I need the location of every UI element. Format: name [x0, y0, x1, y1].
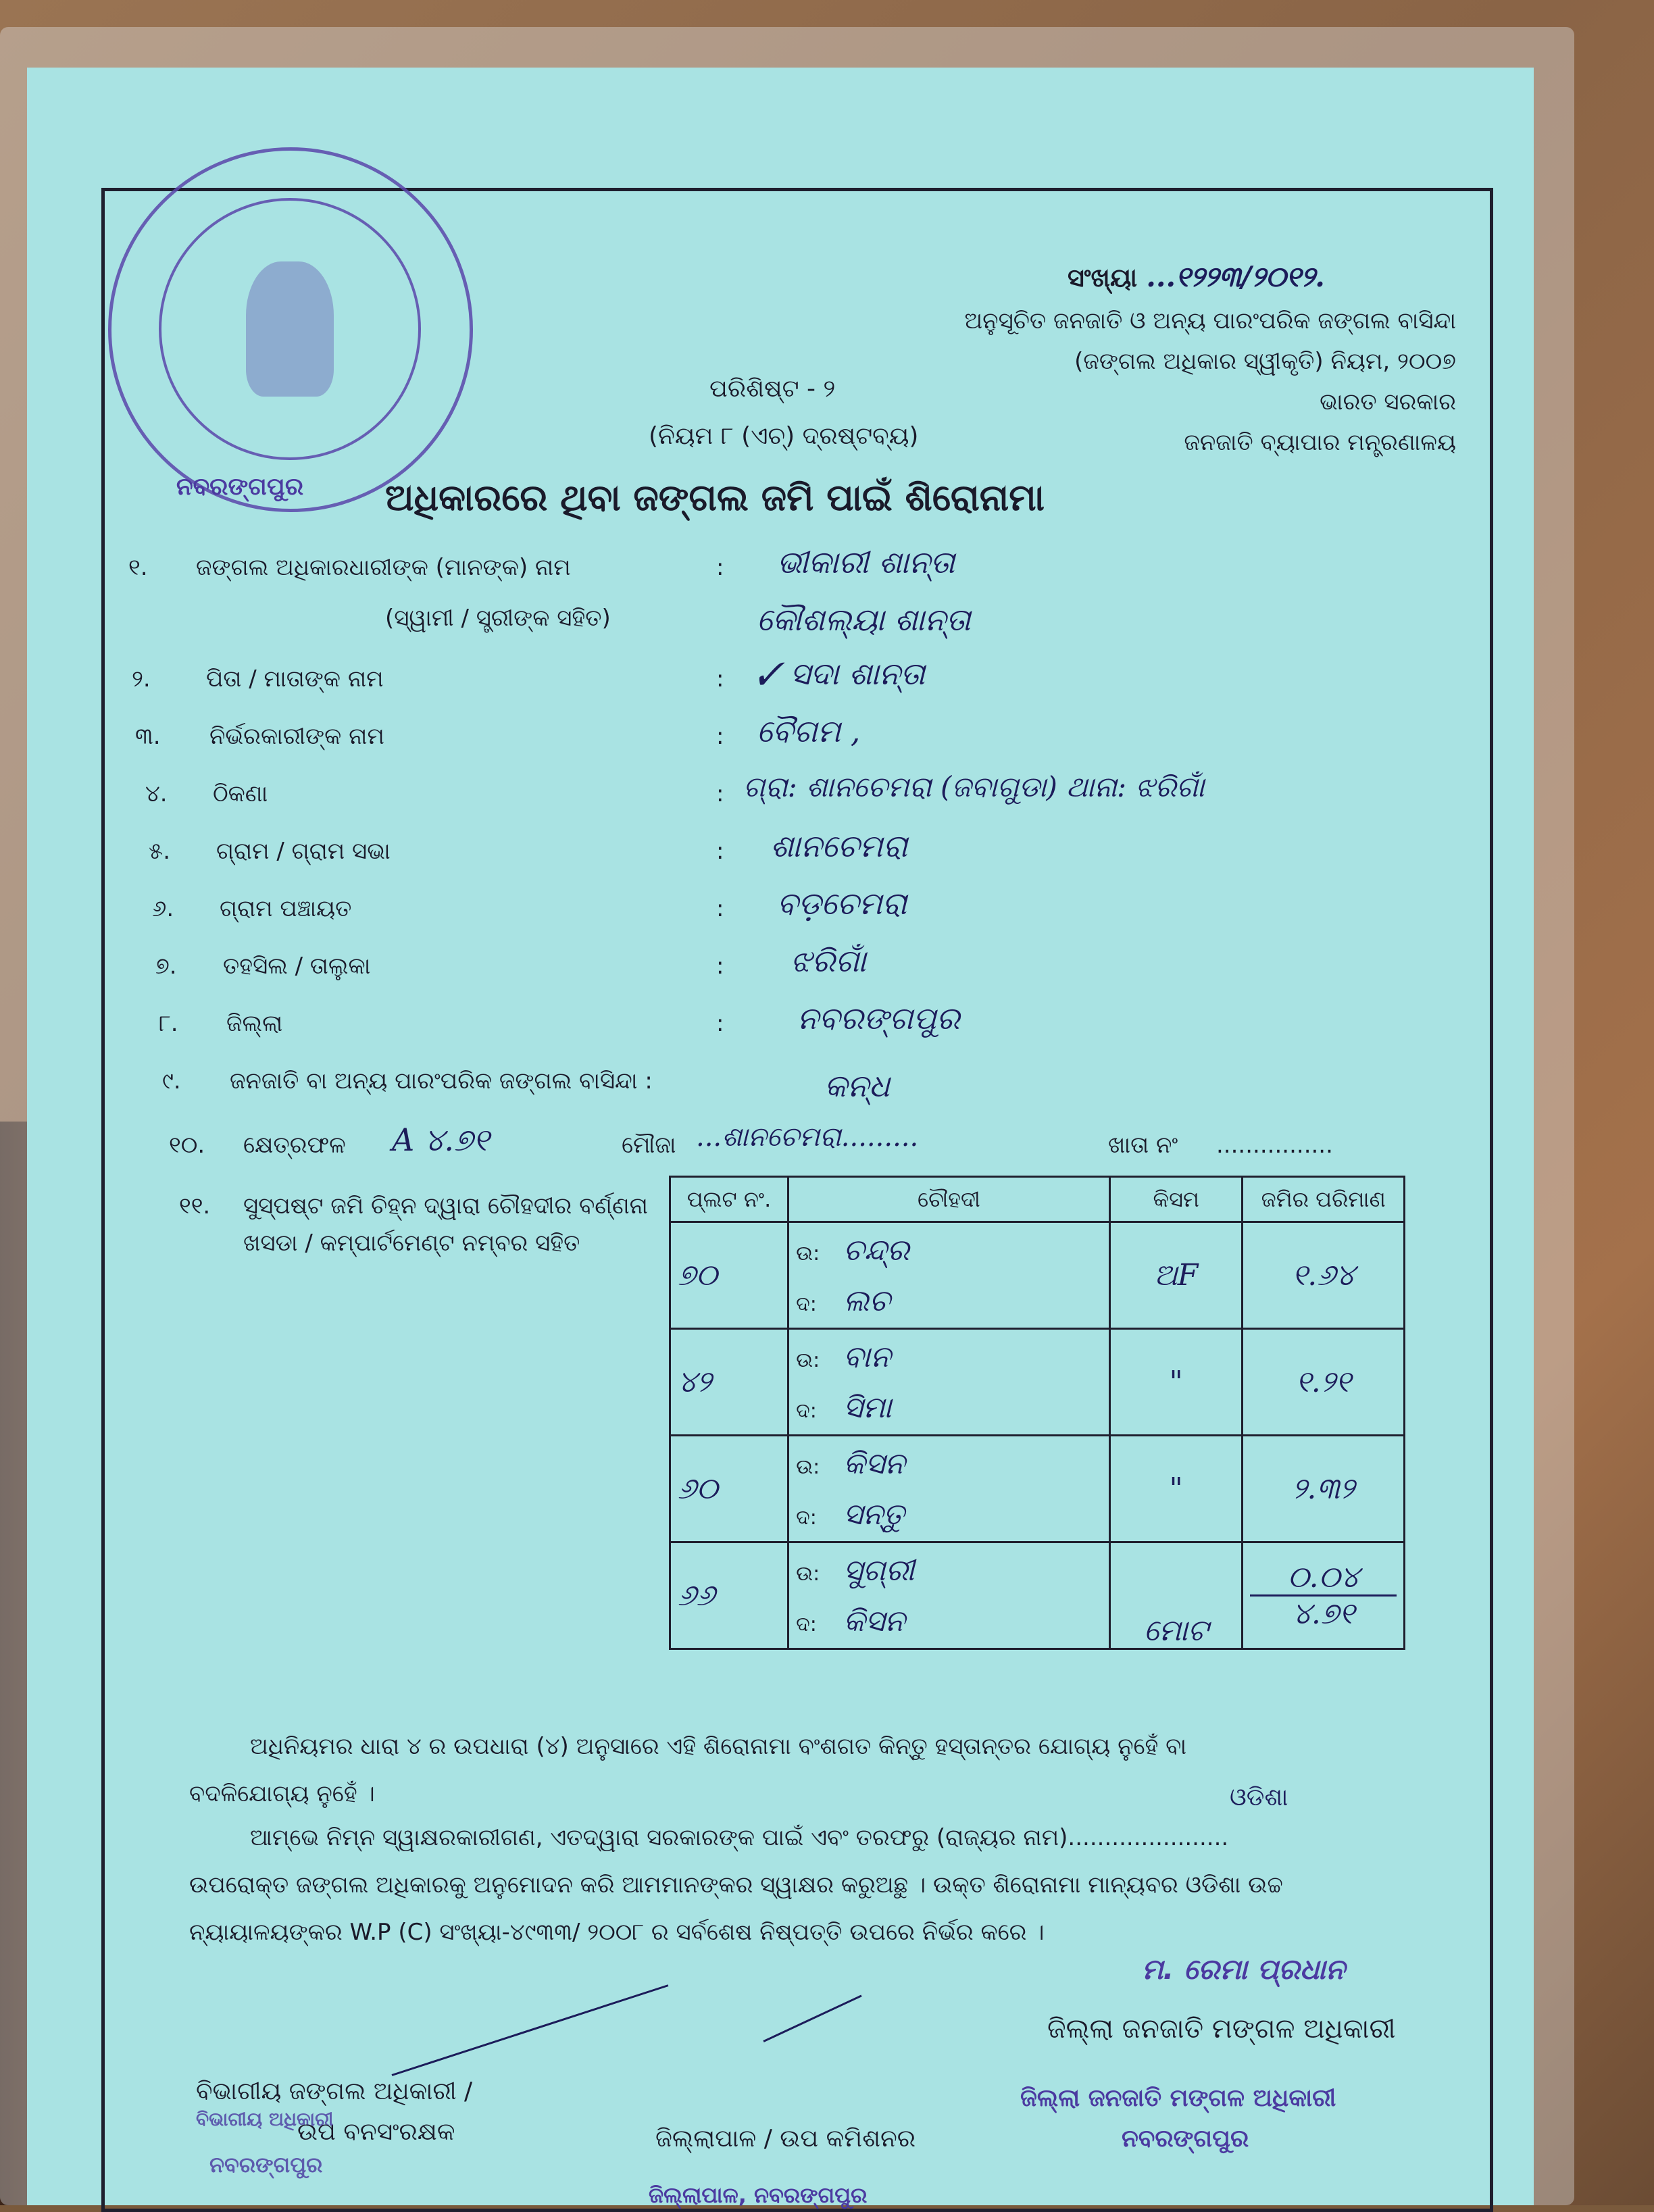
state-name: ଓଡିଶା — [1230, 1784, 1288, 1811]
field-7-number: ୭. — [155, 953, 177, 980]
table-row — [670, 1542, 1405, 1649]
field-9-number: ୯. — [162, 1067, 181, 1095]
kisam-value: ଅF — [1109, 1222, 1243, 1329]
boundary-label: ସୁସ୍ପଷ୍ଟ ଜମି ଚିହ୍ନ ଦ୍ୱାରା ଚୌହଦୀର ବର୍ଣ୍ଣନା — [243, 1192, 649, 1220]
act-line-4: ଜନଜାତି ବ୍ୟାପାର ମନ୍ତ୍ରଣାଳୟ — [1184, 429, 1456, 456]
statement-2: ଆମ୍ଭେ ନିମ୍ନ ସ୍ୱାକ୍ଷରକାରୀଗଣ, ଏତଦ୍ୱାରା ସରକାରଙ୍କ ପାଇଁ ଏବଂ ତରଫରୁ (ରାଜ୍ୟର ନାମ)...................... — [250, 1824, 1229, 1851]
right-signatory-title: ଜିଲ୍ଲା ଜନଜାତି ମଙ୍ଗଳ ଅଧିକାରୀ — [1047, 2013, 1396, 2044]
field-3-label: ନିର୍ଭରକାରୀଙ୍କ ନାମ — [209, 723, 384, 750]
field-5-number: ୫. — [149, 838, 171, 865]
right-handwritten-name: ମ. ରେମା ପ୍ରଧାନ — [1142, 1953, 1345, 1986]
boundary-cell — [788, 1542, 1110, 1649]
field-6-number: ୬. — [152, 895, 174, 922]
south-label: ଦ: — [796, 1505, 817, 1530]
total-area-value: ୪.୭୧ — [1292, 1597, 1355, 1631]
south-value: ସନ୍ତୁ — [843, 1497, 905, 1532]
field-8-label: ଜିଲ୍ଲା — [226, 1010, 283, 1037]
field-10-number: ୧୦. — [169, 1132, 205, 1159]
annexure-label: ପରିଶିଷ୍ଟ - ୨ — [709, 375, 836, 403]
official-seal — [108, 147, 473, 512]
statement-1: ଅଧିନିୟମର ଧାରା ୪ ର ଉପଧାରା (୪) ଅନୁସାରେ ଏହି ଶିରୋନାମା ବଂଶଗତ କିନ୍ତୁ ହସ୍ତାନ୍ତର ଯୋଗ୍ୟ ନୁହେଁ ବା — [250, 1733, 1187, 1760]
left-stamp: ବିଭାଗୀୟ ଅଧିକାରୀ — [196, 2108, 334, 2130]
land-area-value: ୦.୦୪ — [1250, 1560, 1397, 1597]
field-7-value: ଝରିଗାଁ — [791, 942, 866, 979]
field-5-label: ଗ୍ରାମ / ଗ୍ରାମ ସଭା — [216, 838, 391, 865]
kisam-value: " — [1109, 1329, 1243, 1436]
field-7-label: ତହସିଲ / ତାଲୁକା — [223, 953, 371, 980]
statement-2b: ଉପରୋକ୍ତ ଜଙ୍ଗଲ ଅଧିକାରକୁ ଅନୁମୋଦନ କରି ଆମମାନଙ୍କର ସ୍ୱାକ୍ଷର କରୁଅଛୁ । ଉକ୍ତ ଶିରୋନାମା ମାନ୍ୟବର ଓଡିଶା ଉଚ୍ଚ — [189, 1871, 1283, 1899]
statement-2c: ନ୍ୟାୟାଳୟଙ୍କର W.P (C) ସଂଖ୍ୟା-୪୯୩୩/ ୨୦୦୮ ର ସର୍ବଶେଷ ନିଷ୍ପତ୍ତି ଉପରେ ନିର୍ଭର କରେ । — [189, 1919, 1045, 1946]
seal-inner-ring — [159, 198, 421, 460]
act-line-2: (ଜଙ୍ଗଲ ଅଧିକାର ସ୍ୱୀକୃତି) ନିୟମ, ୨୦୦୭ — [1074, 348, 1456, 375]
north-label: ଉ: — [796, 1455, 820, 1479]
field-6-label: ଗ୍ରାମ ପଞ୍ଚାୟତ — [220, 895, 352, 922]
land-area-value: ୧.୨୧ — [1243, 1329, 1405, 1436]
north-label: ଉ: — [796, 1241, 820, 1265]
plot-number: ୭୦ — [670, 1222, 788, 1329]
north-value: ବାନ — [843, 1339, 891, 1374]
field-1-number: ୧. — [128, 554, 148, 581]
field-6-value: ବଡ଼ଚେମରା — [777, 885, 907, 922]
field-3-value: ବୈଗମ , — [757, 713, 861, 749]
field-4-value: ଗ୍ରା: ଶାନଚେମରା (ଜବାଗୁଡା) ଥାନା: ଝରିଗାଁ — [743, 770, 1205, 803]
field-7-colon: : — [716, 953, 724, 980]
plot-number: ୬୦ — [670, 1436, 788, 1542]
field-6-colon: : — [716, 895, 724, 922]
field-8-number: ୮. — [159, 1010, 178, 1037]
page-title: ଅଧିକାରରେ ଥିବା ଜଙ୍ଗଲ ଜମି ପାଇଁ ଶିରୋନାମା — [385, 476, 1045, 519]
field-5-value: ଶାନଚେମରା — [770, 828, 908, 864]
field-3-colon: : — [716, 723, 724, 750]
title-certificate — [27, 68, 1534, 2208]
field-2-number: ୨. — [132, 665, 151, 693]
serial-value: ...୧୨୨୩/୨୦୧୨. — [1146, 260, 1325, 293]
plot-table — [669, 1176, 1405, 1650]
field-9-value: କନ୍ଧ — [824, 1067, 890, 1104]
serial-label: ସଂଖ୍ୟା — [1068, 263, 1137, 293]
south-label: ଦ: — [796, 1612, 817, 1636]
field-1-value: ଭୀକାରୀ ଶାନ୍ତା — [777, 544, 955, 580]
center-signatory-title: ଜିଲ୍ଲାପାଳ / ଉପ କମିଶନର — [655, 2125, 916, 2153]
header-boundary: ଚୌହଦୀ — [788, 1177, 1110, 1222]
mouza-label: ମୌଜା — [622, 1132, 676, 1159]
north-value: ସୁଗ୍ରୀ — [843, 1553, 915, 1588]
left-stamp-place: ନବରଙ୍ଗପୁର — [209, 2152, 323, 2178]
field-4-number: ୪. — [145, 780, 168, 807]
north-value: କିସନ — [843, 1446, 905, 1481]
table-row — [670, 1329, 1405, 1436]
area-value: A ୪.୭୧ — [392, 1122, 490, 1158]
field-4-label: ଠିକଣା — [213, 780, 268, 807]
boundary-cell — [788, 1329, 1110, 1436]
field-1-colon: : — [716, 554, 724, 581]
khata-value: ................ — [1216, 1132, 1333, 1159]
header-plot-no: ପ୍ଲଟ ନଂ. — [670, 1177, 788, 1222]
header-kisam: କିସମ — [1109, 1177, 1243, 1222]
plot-table-header — [670, 1177, 1405, 1222]
table-row — [670, 1436, 1405, 1542]
field-8-value: ନବରଙ୍ଗପୁର — [797, 1000, 960, 1036]
plot-number: ୪୨ — [670, 1329, 788, 1436]
field-2-label: ପିତା / ମାତାଙ୍କ ନାମ — [206, 665, 384, 693]
boundary-sublabel: ଖସଡା / କମ୍ପାର୍ଟମେଣ୍ଟ ନମ୍ବର ସହିତ — [243, 1230, 580, 1257]
field-3-number: ୩. — [135, 723, 161, 750]
table-row — [670, 1222, 1405, 1329]
serial-number — [1068, 260, 1325, 294]
act-line-3: ଭାରତ ସରକାର — [1320, 388, 1456, 416]
field-8-colon: : — [716, 1010, 724, 1037]
act-line-1: ଅନୁସୂଚିତ ଜନଜାତି ଓ ଅନ୍ୟ ପାରଂପରିକ ଜଙ୍ଗଲ ବାସିନ୍ଦା — [964, 307, 1456, 334]
land-area-value: ୧.୬୪ — [1243, 1222, 1405, 1329]
field-1-label: ଜଙ୍ଗଲ ଅଧିକାରଧାରୀଙ୍କ (ମାନଙ୍କ) ନାମ — [196, 554, 571, 581]
land-area-cell — [1243, 1542, 1405, 1649]
total-label: ମୋଟ — [1109, 1542, 1243, 1649]
state-emblem-icon — [246, 261, 334, 397]
north-value: ଚନ୍ଦ୍ର — [843, 1232, 909, 1267]
area-label: କ୍ଷେତ୍ରଫଳ — [243, 1132, 346, 1159]
field-1-sublabel: (ସ୍ୱାମୀ / ସ୍ତ୍ରୀଙ୍କ ସହିତ) — [385, 605, 611, 632]
header-land-area: ଜମିର ପରିମାଣ — [1243, 1177, 1405, 1222]
plot-number: ୬୬ — [670, 1542, 788, 1649]
center-stamp: ଜିଲ୍ଲାପାଳ, ନବରଙ୍ଗପୁର — [649, 2182, 868, 2208]
boundary-cell — [788, 1222, 1110, 1329]
kisam-value: " — [1109, 1436, 1243, 1542]
statement-1b: ବଦଳିଯୋଗ୍ୟ ନୁହେଁ । — [189, 1780, 375, 1807]
field-2-colon: : — [716, 665, 724, 693]
south-value: ସିମା — [843, 1390, 892, 1425]
mouza-value: ...ଶାନଚେମରା......... — [696, 1122, 919, 1153]
south-label: ଦ: — [796, 1292, 817, 1316]
north-label: ଉ: — [796, 1561, 820, 1586]
land-area-value: ୨.୩୨ — [1243, 1436, 1405, 1542]
left-signatory-title: ବିଭାଗୀୟ ଜଙ୍ଗଲ ଅଧିକାରୀ / — [196, 2078, 473, 2105]
field-5-colon: : — [716, 838, 724, 865]
rule-reference: (ନିୟମ ୮ (ଏଚ୍) ଦ୍ରଷ୍ଟବ୍ୟ) — [649, 422, 919, 450]
right-stamp-place: ନବରଙ୍ଗପୁର — [1122, 2125, 1249, 2153]
field-2-value: ✓ ସଦା ଶାନ୍ତା — [757, 655, 926, 692]
south-value: କିସନ — [843, 1603, 905, 1638]
seal-place: ନବରଙ୍ଗପୁର — [176, 473, 304, 501]
field-1-value-spouse: କୌଶଲ୍ୟା ଶାନ୍ତା — [757, 601, 971, 638]
field-9-label: ଜନଜାତି ବା ଅନ୍ୟ ପାରଂପରିକ ଜଙ୍ଗଲ ବାସିନ୍ଦା : — [230, 1067, 653, 1095]
khata-label: ଖାତା ନଂ — [1108, 1132, 1178, 1159]
field-11-number: ୧୧. — [179, 1192, 211, 1220]
north-label: ଉ: — [796, 1348, 820, 1372]
boundary-cell — [788, 1436, 1110, 1542]
right-stamp: ଜିଲ୍ଲା ଜନଜାତି ମଙ୍ଗଳ ଅଧିକାରୀ — [1020, 2084, 1336, 2112]
south-label: ଦ: — [796, 1399, 817, 1423]
left-signatory-title-2: ଉପ ବନସଂରକ୍ଷକ — [297, 2118, 455, 2146]
south-value: ଲଚ — [843, 1283, 891, 1318]
field-4-colon: : — [716, 780, 724, 807]
